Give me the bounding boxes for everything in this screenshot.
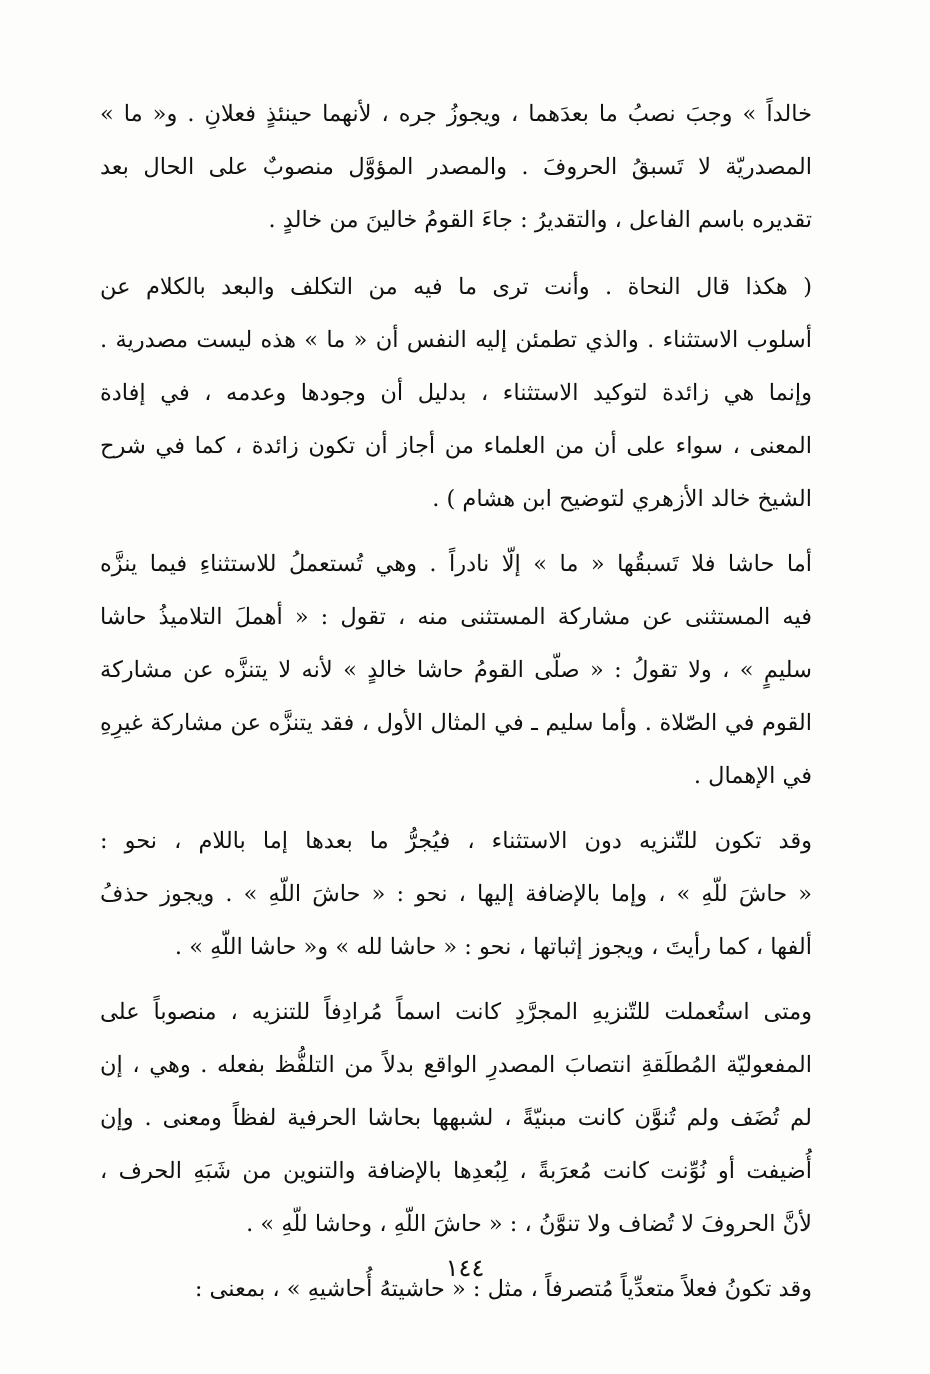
- text-line: المفعوليّة المُطلَقةِ انتصابَ المصدرِ الواقع بدلاً من التلفُّظ بفعله . وهي ، إن: [100, 1052, 812, 1078]
- text-line: القوم في الصّلاة . وأما سليم ـ في المثال الأول ، فقد يتنزَّه عن مشاركة غيرِهِ: [100, 710, 812, 736]
- text-line: أما حاشا فلا تَسبقُها « ما » إلّا نادراً . وهي تُستعملُ للاستثناءِ فيما ينزَّه: [100, 551, 812, 577]
- paragraph: [100, 986, 812, 1251]
- body-text: [100, 88, 812, 1328]
- text-line: ألفها ، كما رأيتَ ، ويجوز إثباتها ، نحو : « حاشا لله » و« حاشا اللّهِ » .: [174, 934, 812, 960]
- text-line: الشيخ خالد الأزهري لتوضيح ابن هشام ) .: [432, 486, 812, 512]
- paragraph: [100, 261, 812, 526]
- text-line: أسلوب الاستثناء . والذي تطمئن إليه النفس أن « ما » هذه ليست مصدرية .: [100, 327, 812, 353]
- text-line: وقد تكونُ فعلاً متعدِّياً مُتصرفاً ، مثل : « حاشيتهُ أُحاشيهِ » ، بمعنى :: [194, 1276, 812, 1302]
- text-line: في الإهمال .: [693, 763, 812, 789]
- text-line: تقديره باسم الفاعل ، والتقديرُ : جاءَ القومُ خالينَ من خالدٍ .: [268, 207, 812, 233]
- text-line: « حاشَ للّهِ » ، وإما بالإضافة إليها ، نحو : « حاشَ اللّهِ » . ويجوز حذفُ: [100, 881, 812, 907]
- text-line: وقد تكون للتّنزيه دون الاستثناء ، فيُجرُّ ما بعدها إما باللام ، نحو :: [100, 828, 812, 854]
- text-line: ومتى استُعملت للتّنزيهِ المجرَّدِ كانت اسماً مُرادِفاً للتنزيه ، منصوباً على: [100, 999, 812, 1025]
- text-line: لم تُضَف ولم تُنوَّن كانت مبنيّةً ، لشبهها بحاشا الحرفية لفظاً ومعنى . وإن: [100, 1105, 812, 1131]
- text-line: المصدريّة لا تَسبقُ الحروفَ . والمصدر المؤوَّل منصوبٌ على الحال بعد: [100, 154, 812, 180]
- text-line: فيه المستثنى عن مشاركة المستثنى منه ، تقول : « أهملَ التلاميذُ حاشا: [100, 604, 812, 630]
- text-line: خالداً » وجبَ نصبُ ما بعدَهما ، ويجوزُ جره ، لأنهما حينئذٍ فعلانِ . و« ما »: [100, 101, 812, 127]
- text-line: لأنَّ الحروفَ لا تُضاف ولا تنوَّنُ ، : « حاشَ اللّهِ ، وحاشا للّهِ » .: [246, 1211, 812, 1237]
- page-number: ١٤٤: [445, 1254, 485, 1282]
- text-line: سليمٍ » ، ولا تقولُ : « صلّى القومُ حاشا خالدٍ » لأنه لا يتنزَّه عن مشاركة: [100, 657, 812, 683]
- paragraph: [100, 88, 812, 247]
- paragraph: [100, 815, 812, 974]
- text-line: المعنى ، سواء على أن من العلماء من أجاز أن تكون زائدة ، كما في شرح: [100, 433, 812, 459]
- paragraph: [100, 538, 812, 803]
- text-line: ( هكذا قال النحاة . وأنت ترى ما فيه من التكلف والبعد بالكلام عن: [100, 274, 812, 300]
- text-line: وإنما هي زائدة لتوكيد الاستثناء ، بدليل أن وجودها وعدمه ، في إفادة: [100, 380, 812, 406]
- text-line: أُضيفت أو نُوِّنت كانت مُعرَبةً ، لِبُعدِها بالإضافة والتنوين من شَبَهِ الحرف ،: [100, 1158, 812, 1184]
